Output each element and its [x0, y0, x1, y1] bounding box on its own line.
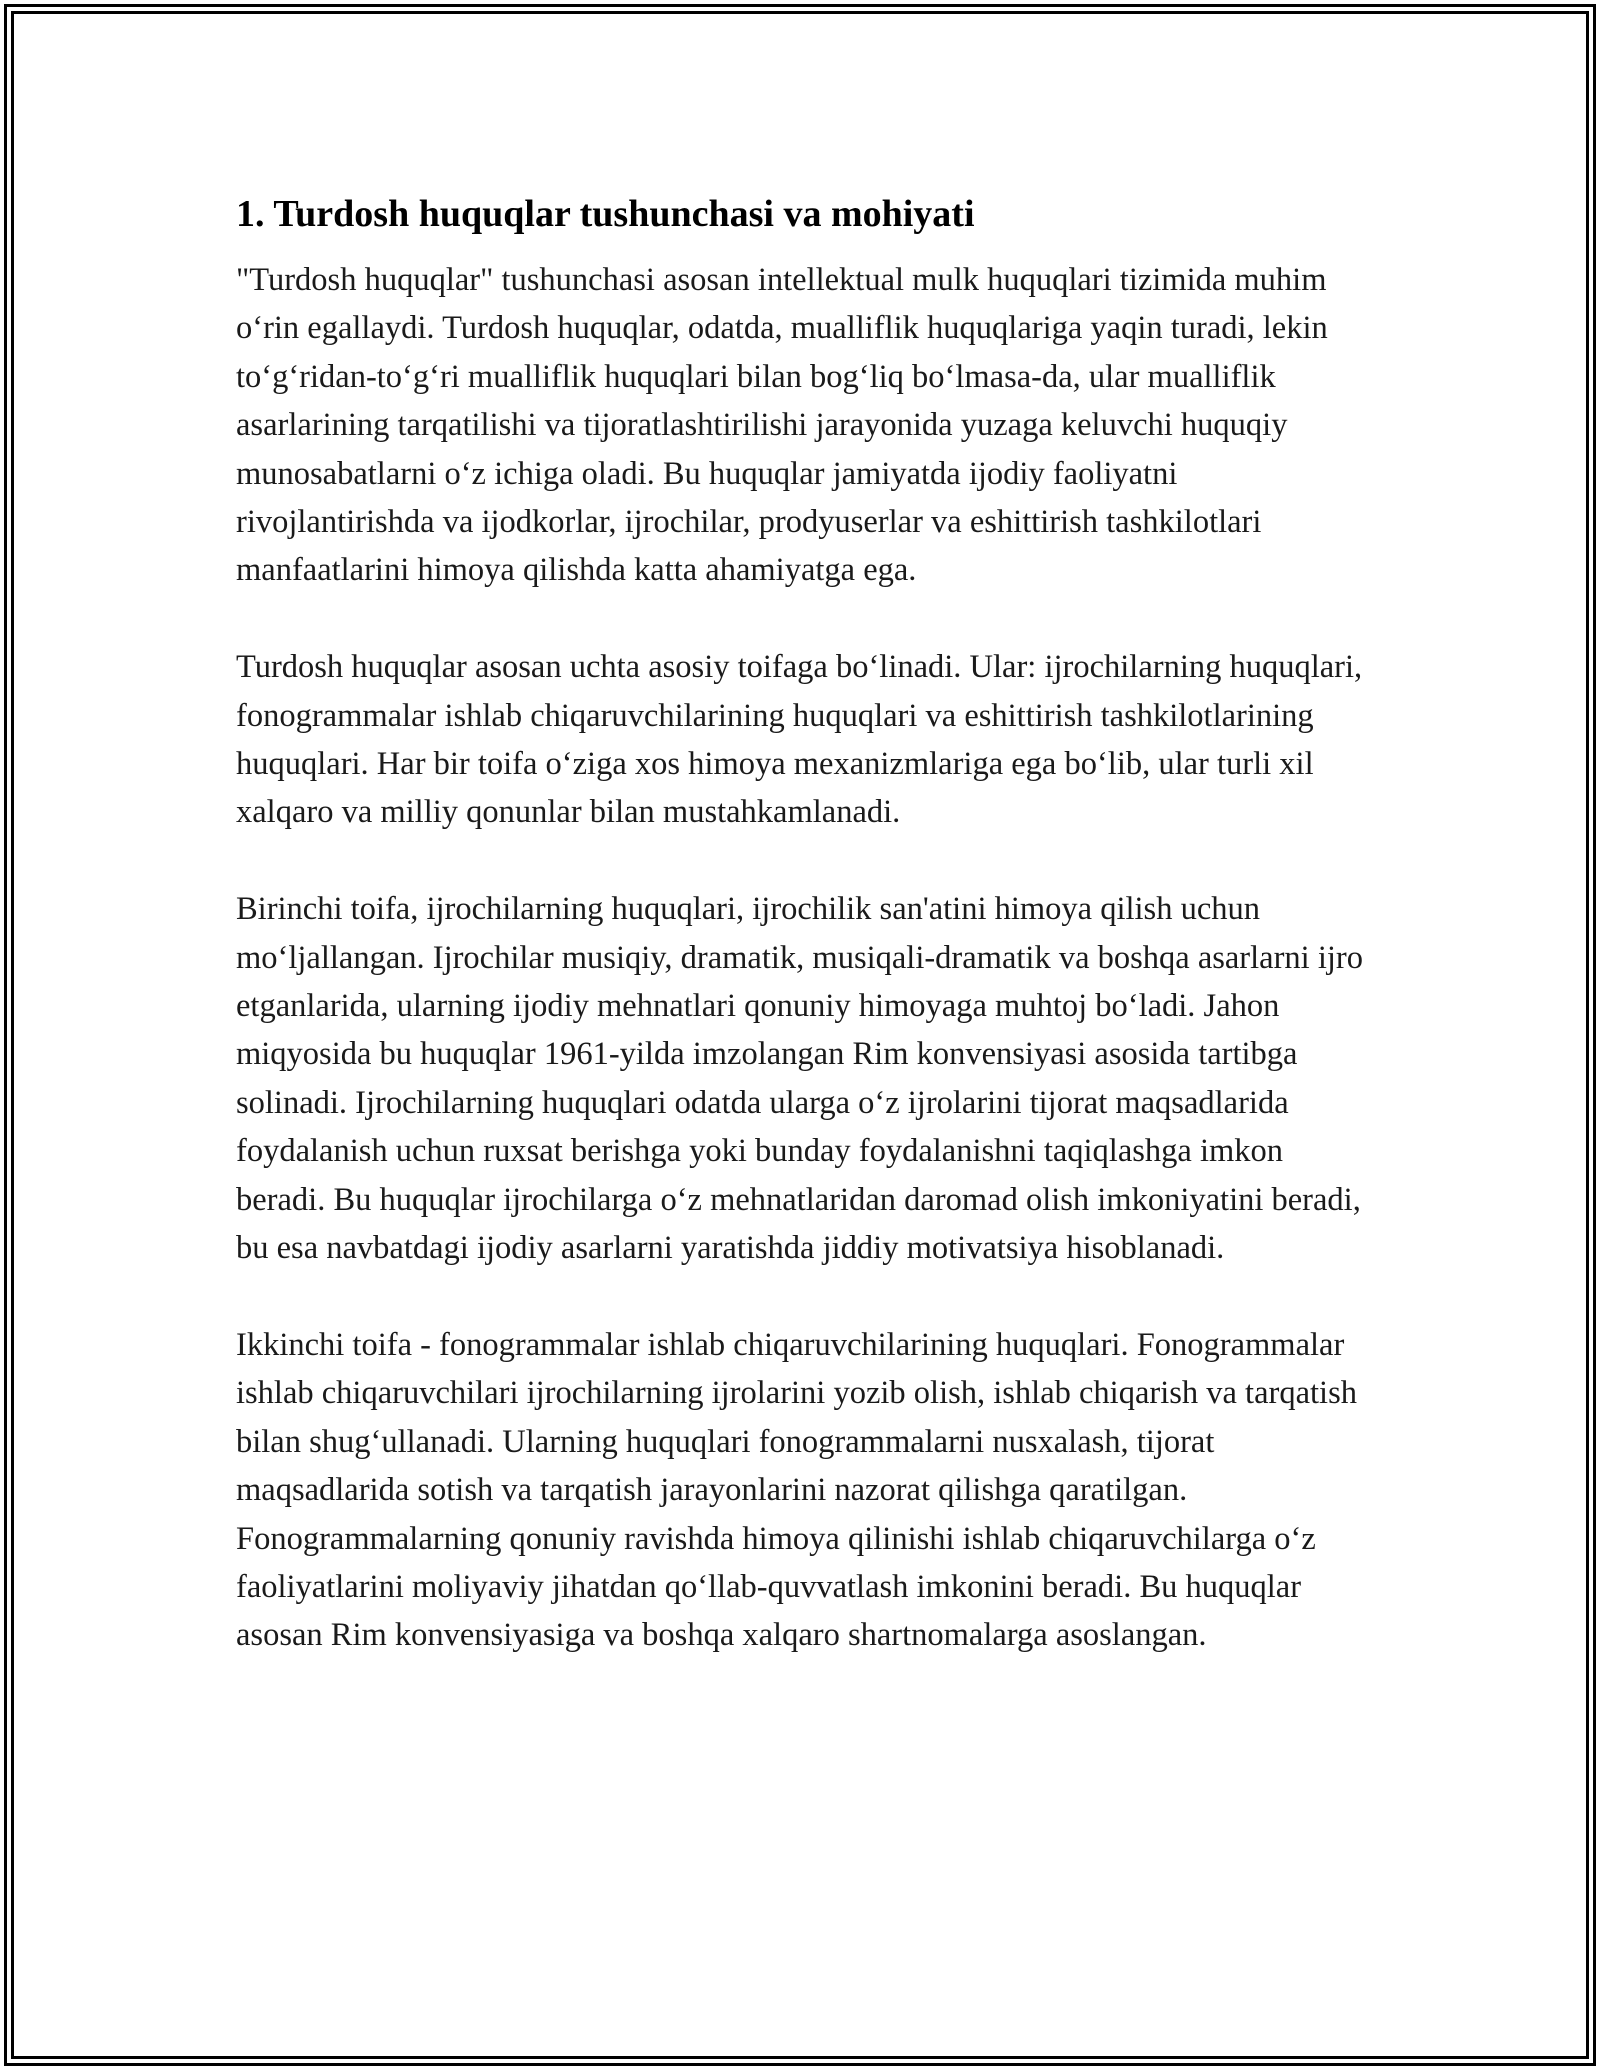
paragraph-phonogram-producers-rights: Ikkinchi toifa - fonogrammalar ishlab chiqaruvchilarining huquqlari. Fonogrammalar ishlab chiqaruvchilari ijrochilarning ijrolarini yozib olish, ishlab chiqarish va tarqatish bilan shug‘ullanadi. Ularning huquqlari fonogrammalarni nusxalash, tijorat maqsadlarida sotish va tarqatish jarayonlarini nazorat qilishga qaratilgan. Fonogrammalarning qonuniy ravishda himoya qilinishi ishlab chiqaruvchilarga o‘z faoliyatlarini moliyaviy jihatdan qo‘llab-quvvatlash imkonini beradi. Bu huquqlar asosan Rim konvensiyasiga va boshqa xalqaro shartnomalarga asoslangan. — [236, 1326, 1357, 1654]
section-heading: 1. Turdosh huquqlar tushunchasi va mohiyati — [236, 193, 975, 235]
paragraph-intro: "Turdosh huquqlar" tushunchasi asosan intellektual mulk huquqlari tizimida muhim o‘rin egallaydi. Turdosh huquqlar, odatda, mualliflik huquqlariga yaqin turadi, lekin to‘g‘ridan-to‘g‘ri mualliflik huquqlari bilan bog‘liq bo‘lmasa-da, ular mualliflik asarlarining tarqatilishi va tijoratlashtirilishi jarayonida yuzaga keluvchi huquqiy munosabatlarni o‘z ichiga oladi. Bu huquqlar jamiyatda ijodiy faoliyatni rivojlantirishda va ijodkorlar, ijrochilar, prodyuserlar va eshittirish tashkilotlari manfaatlarini himoya qilishda katta ahamiyatga ega. — [236, 262, 1328, 589]
paragraph-performers-rights: Birinchi toifa, ijrochilarning huquqlari, ijrochilik san'atini himoya qilish uchun mo‘ljallangan. Ijrochilar musiqiy, dramatik, musiqali-dramatik va boshqa asarlarni ijro etganlarida, ularning ijodiy mehnatlari qonuniy himoyaga muhtoj bo‘ladi. Jahon miqyosida bu huquqlar 1961-yilda imzolangan Rim konvensiyasi asosida tartibga solinadi. Ijrochilarning huquqlari odatda ularga o‘z ijrolarini tijorat maqsadlarida foydalanish uchun ruxsat berishga yoki bunday foydalanishni taqiqlashga imkon beradi. Bu huquqlar ijrochilarga o‘z mehnatlaridan daromad olish imkoniyatini beradi, bu esa navbatdagi ijodiy asarlarni yaratishda jiddiy motivatsiya hisoblanadi. — [236, 891, 1363, 1267]
paragraph-categories: Turdosh huquqlar asosan uchta asosiy toifaga bo‘linadi. Ular: ijrochilarning huquqlari, fonogrammalar ishlab chiqaruvchilarining huquqlari va eshittirish tashkilotlarining huquqlari. Har bir toifa o‘ziga xos himoya mexanizmlariga ega bo‘lib, ular turli xil xalqaro va milliy qonunlar bilan mustahkamlanadi. — [236, 649, 1363, 831]
document-body — [236, 186, 1376, 1708]
